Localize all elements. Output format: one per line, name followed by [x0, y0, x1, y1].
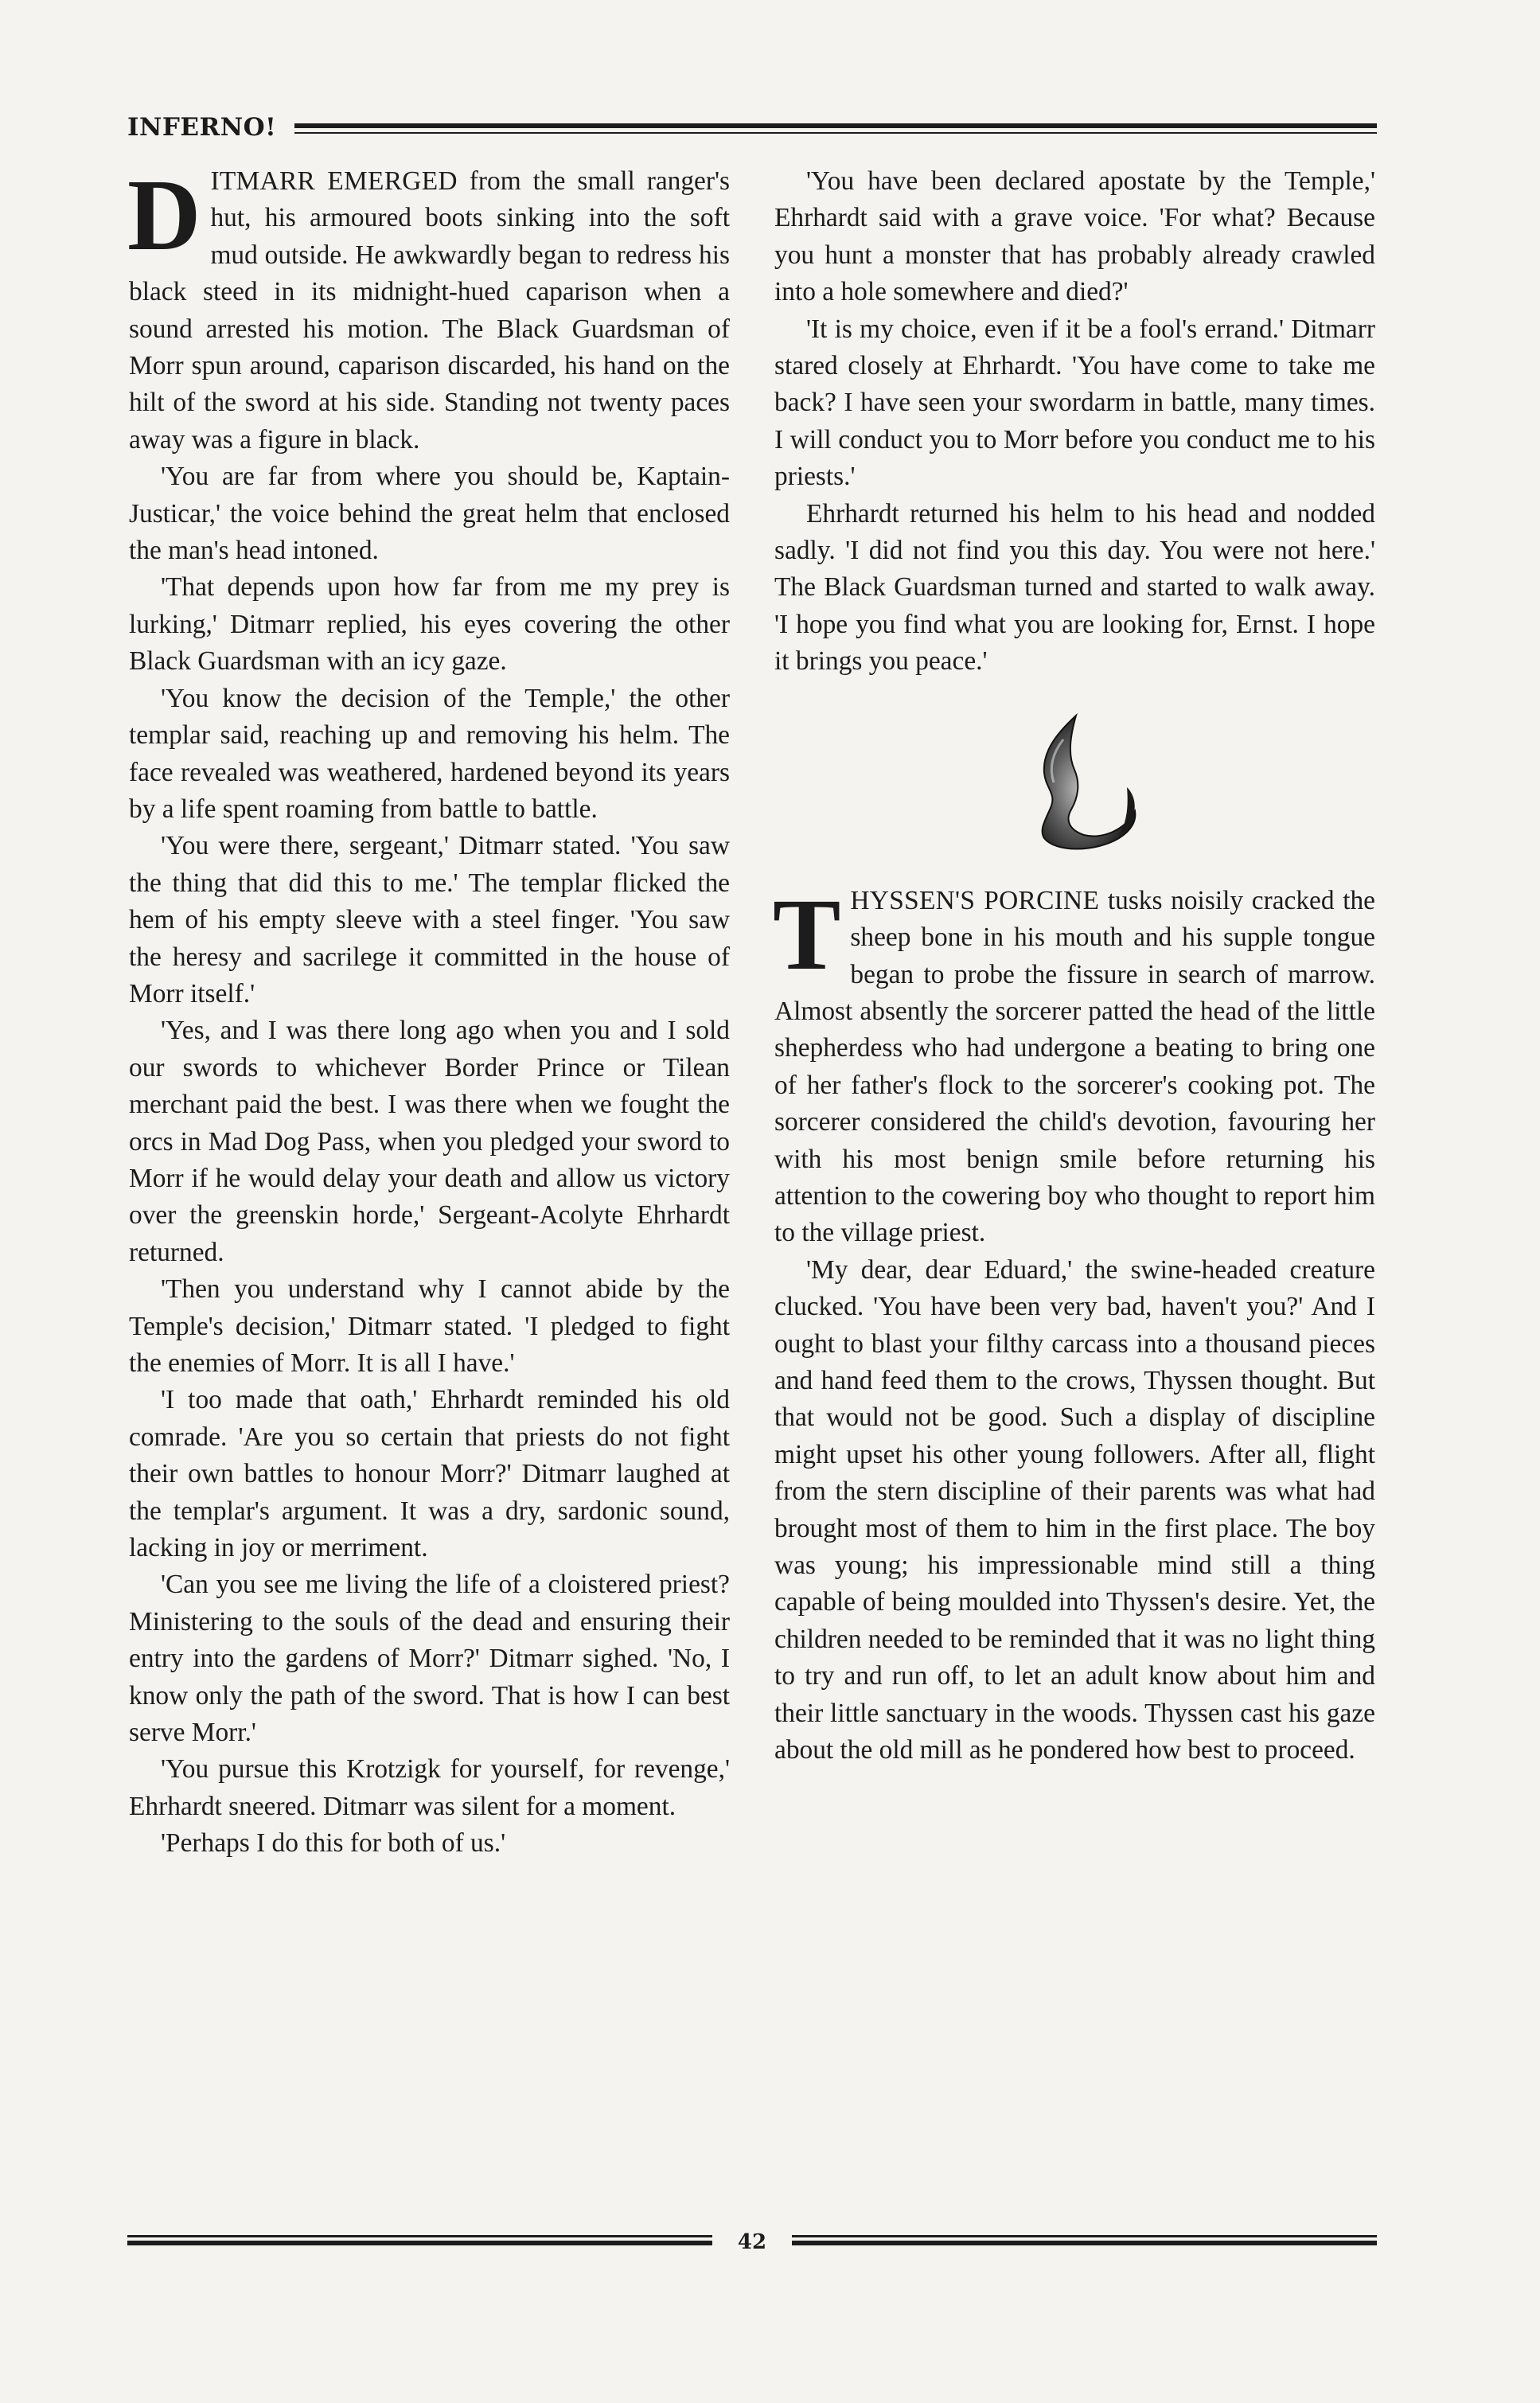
flame-moon-ornament-icon [1008, 711, 1143, 854]
page-number: 42 [737, 2230, 767, 2254]
drop-cap: T [773, 877, 841, 991]
paragraph: 'That depends upon how far from me my prey is lurking,' Ditmarr replied, his eyes covering the other Black Guardsman with an icy gaze. [129, 572, 730, 677]
paragraph: 'You were there, sergeant,' Ditmarr stated. 'You saw the thing that did this to me.' The templar flicked the hem of his empty sleeve with a steel finger. 'You saw the heresy and sacrilege it committed in the house of Morr itself.' [129, 831, 730, 1008]
paragraph: 'Perhaps I do this for both of us.' [161, 1828, 506, 1859]
drop-cap: D [127, 158, 201, 271]
left-column [127, 158, 730, 1863]
paragraph: 'You pursue this Krotzigk for yourself, for revenge,' Ehrhardt sneered. Ditmarr was silent for a moment. [129, 1754, 730, 1821]
paragraph: 'Then you understand why I cannot abide by the Temple's decision,' Ditmarr stated. 'I pledged to fight the enemies of Morr. It is all I have.' [129, 1274, 730, 1378]
header-rule-thin [294, 132, 1377, 134]
paragraph: 'My dear, dear Eduard,' the swine-headed creature clucked. 'You have been very bad, haven't you?' And I ought to blast your filthy carcass into a thousand pieces and hand feed them to the crows, Thyssen thought. But that would not be good. Such a display of discipline might upset his other young followers. After all, flight from the stern discipline of their parents was what had brought most of them to him in the first place. The boy was young; his impressionable mind still a thing capable of being moulded into Thyssen's desire. Yet, the children needed to be reminded that it was no light thing to try and run off, to let an adult know about him and their little sanctuary in the woods. Thyssen cast his gaze about the old mill as he pondered how best to proceed. [774, 1254, 1375, 1765]
paragraph: 'It is my choice, even if it be a fool's errand.' Ditmarr stared closely at Ehrhardt. 'You have come to take me back? I have seen your swordarm in battle, many times. I will conduct you to Morr before you conduct me to his priests.' [774, 314, 1375, 492]
footer-rule-right [792, 2235, 1377, 2248]
paragraph: 'You know the decision of the Temple,' the other templar said, reaching up and removing his helm. The face revealed was weathered, hardened beyond its years by a life spent roaming from battle to battle. [129, 683, 730, 824]
paragraph: 'You have been declared apostate by the Temple,' Ehrhardt said with a grave voice. 'For what? Because you hunt a monster that has probably already crawled into a hole somewhere and died?' [774, 166, 1375, 307]
paragraph-text: tusks noisily cracked the sheep bone in his mouth and his supple tongue began to probe the fissure in search of marrow. Almost absently the sorcerer patted the head of the little shepherdess who had undergone a beating to bring one of her father's flock to the sorcerer's cooking pot. The sorcerer considered the child's devotion, favouring her with his most benign smile before returning his attention to the cowering boy who thought to report him to the village priest. [774, 885, 1376, 1248]
paragraph: 'Can you see me living the life of a cloistered priest? Ministering to the souls of the dead and ensuring their entry into the gardens of Morr?' Ditmarr sighed. 'No, I know only the path of the sword. That is how I can best serve Morr.' [129, 1570, 730, 1748]
opening-caps: ITMARR EMERGED [210, 166, 458, 196]
running-header [127, 111, 1377, 143]
paragraph [773, 877, 1376, 1252]
paragraph [127, 158, 730, 458]
opening-caps: HYSSEN'S PORCINE [850, 885, 1100, 915]
paragraph: Ehrhardt returned his helm to his head and nodded sadly. 'I did not find you this day. You were not here.' The Black Guardsman turned and started to walk away. 'I hope you find what you are looking for, Ernst. I hope it brings you peace.' [774, 498, 1375, 677]
right-column [774, 163, 1375, 1769]
header-title: INFERNO! [127, 113, 277, 142]
header-rule [294, 123, 1377, 128]
paragraph-text: from the small ranger's hut, his armoured boots sinking into the soft mud outside. He awkwardly began to redress his black steed in its midnight-hued caparison when a sound arrested his motion. The Black Guardsman of Morr spun around, caparison discarded, his hand on the hilt of the sword at his side. Standing not twenty paces away was a figure in black. [129, 166, 730, 454]
paragraph: 'You are far from where you should be, Kaptain-Justicar,' the voice behind the great helm that enclosed the man's head intoned. [129, 462, 730, 566]
paragraph: 'Yes, and I was there long ago when you and I sold our swords to whichever Border Prince or Tilean merchant paid the best. I was there when we fought the orcs in Mad Dog Pass, when you pledged your sword to Morr if he would delay your death and allow us victory over the greenskin horde,' Sergeant-Acolyte Ehrhardt returned. [129, 1016, 730, 1267]
page-footer [127, 2227, 1377, 2259]
paragraph: 'I too made that oath,' Ehrhardt reminded his old comrade. 'Are you so certain that priests do not fight their own battles to honour Morr?' Ditmarr laughed at the templar's argument. It was a dry, sardonic sound, lacking in joy or merriment. [129, 1385, 730, 1563]
